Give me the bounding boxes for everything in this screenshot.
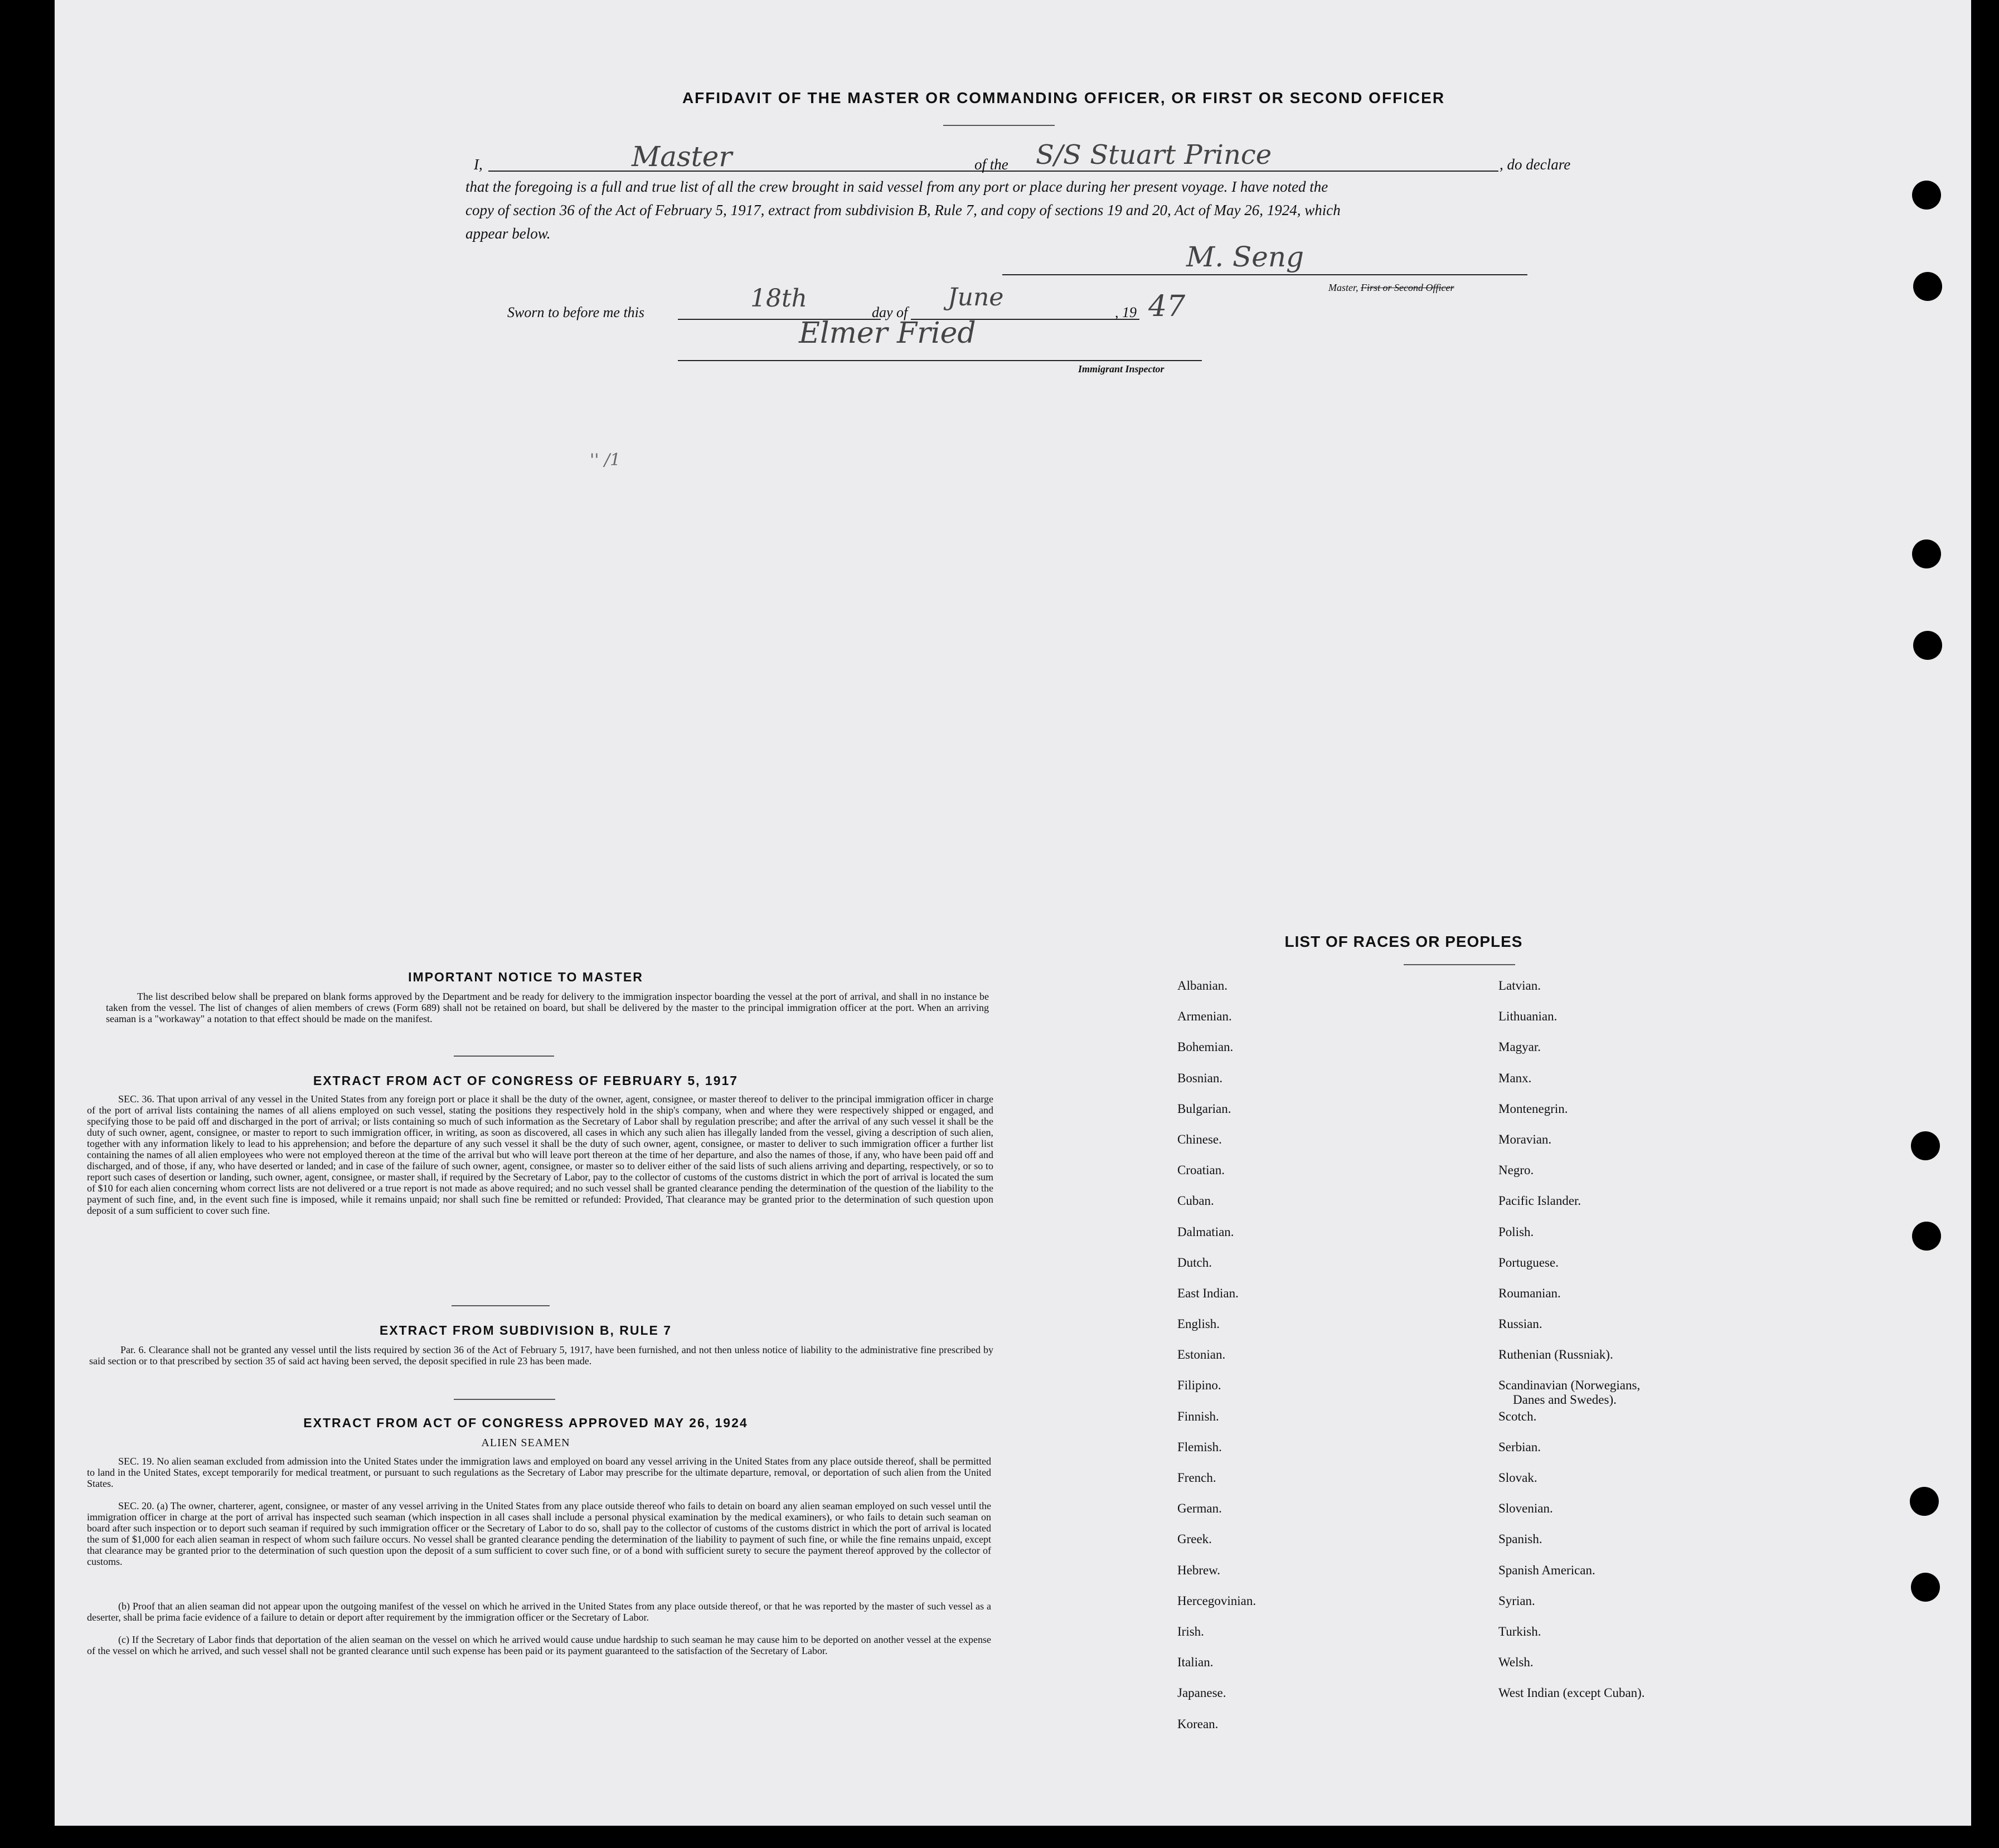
- extract-1917-divider: [452, 1305, 550, 1306]
- punch-hole: [1910, 1487, 1939, 1516]
- sec19-text: SEC. 19. No alien seaman excluded from admission into the United States under the immigration laws and employed on board any vessel arriving in the United States from any place outside thereof, shall be permitted to land in the United States, except temporarily for medical treatment, or pursuant to such regulations as the Secretary of Labor may prescribe for the ultimate departure, removal, or deportation of such alien from the United States.: [87, 1456, 991, 1489]
- race-item: Albanian.: [1177, 979, 1228, 993]
- race-item: Portuguese.: [1498, 1255, 1559, 1270]
- race-item: Welsh.: [1498, 1655, 1534, 1670]
- race-item: Finnish.: [1177, 1409, 1219, 1423]
- extract-1924-title: EXTRACT FROM ACT OF CONGRESS APPROVED MAY 26, 1924: [303, 1416, 748, 1430]
- race-item: Montenegrin.: [1498, 1101, 1568, 1116]
- affidavit-body-2: copy of section 36 of the Act of February 5, 1917, extract from subdivision B, Rule 7, and copy of sections 19 and 20, Act of May 26, 1924, which: [465, 202, 1341, 218]
- vessel-value: S/S Stuart Prince: [1036, 139, 1272, 171]
- race-item: Magyar.: [1498, 1040, 1541, 1054]
- rule7-title: EXTRACT FROM SUBDIVISION B, RULE 7: [379, 1323, 672, 1338]
- races-left-column: [1177, 979, 1256, 1748]
- punch-hole: [1912, 539, 1941, 568]
- race-item: Latvian.: [1498, 979, 1541, 993]
- inspector-signature: Elmer Fried: [799, 317, 976, 350]
- alien-seamen-subtitle: ALIEN SEAMEN: [481, 1437, 570, 1449]
- race-item: Italian.: [1177, 1655, 1214, 1670]
- rule7-text: Par. 6. Clearance shall not be granted any vessel until the lists required by section 36 of the Act of February 5, 1917, have been furnished, and not then unless notice of liability to the administrative fine prescribed by said section or to that prescribed by section 35 of said act having been served, the deposit specified in rule 23 has been made.: [89, 1344, 993, 1366]
- races-right-column: [1498, 979, 1645, 1717]
- stray-mark: '' /1: [590, 450, 621, 470]
- sworn-month: June: [948, 283, 1004, 312]
- punch-hole: [1912, 1222, 1941, 1251]
- race-item: East Indian.: [1177, 1286, 1239, 1300]
- sec20c-text: (c) If the Secretary of Labor finds that deportation of the alien seaman on the vessel on which he arrived would cause undue hardship to such seaman he may cause him to be deported on another vessel at the expense of the vessel on which he arrived, and such vessel shall not be granted clearance until such expense has been paid or its payment guaranteed to the satisfaction of the Secretary of Labor.: [87, 1634, 991, 1656]
- sec20b-text: (b) Proof that an alien seaman did not appear upon the outgoing manifest of the vessel on which he arrived in the United States from any place outside thereof, or that he was reported by the master of such vessel as a deserter, shall be prima facie evidence of a failure to detain or deport after requirement by the immigration officer or the Secretary of Labor.: [87, 1601, 991, 1623]
- race-item: Greek.: [1177, 1532, 1212, 1547]
- race-item: Scandinavian (Norwegians,: [1498, 1378, 1641, 1393]
- race-item: Armenian.: [1177, 1009, 1232, 1024]
- race-item: French.: [1177, 1471, 1216, 1485]
- races-divider: [1404, 964, 1515, 965]
- inspector-line: [678, 360, 1202, 361]
- notice-divider: [454, 1056, 554, 1057]
- race-item: Slovak.: [1498, 1471, 1537, 1485]
- sec20a-text: SEC. 20. (a) The owner, charterer, agent, consignee, or master of any vessel arriving in the United States from any place outside thereof who fails to detain on board any alien seaman employed on such vessel until the immigration officer in charge at the port of arrival has inspected such seaman (which inspection in all cases shall include a personal physical examination by the medical examiners), or who fails to detain such seaman on board after such inspection or to deport such seaman if required by such immigration officer or the Secretary of Labor to do so, shall pay to the collector of customs of the customs district in which the port of arrival is located the sum of $1,000 for each alien seaman in respect of whom such failure occurs. No vessel shall be granted clearance pending the determination of the liability to payment of such fine, or while the fine remains unpaid, except that clearance may be granted prior to the determination of such question upon the deposit of a sum sufficient to cover such fine, or of a bond with sufficient surety to secure the payment thereof approved by the collector of customs.: [87, 1500, 991, 1567]
- master-signature-line: [1002, 274, 1527, 275]
- year-suffix: 47: [1148, 290, 1186, 323]
- race-item: Serbian.: [1498, 1440, 1541, 1454]
- vessel-line: [1019, 171, 1498, 172]
- race-item: Lithuanian.: [1498, 1009, 1558, 1024]
- affidavit-body-3: appear below.: [465, 225, 551, 242]
- race-item: Syrian.: [1498, 1593, 1535, 1608]
- master-caption: [1328, 282, 1454, 294]
- race-item: Hebrew.: [1177, 1563, 1221, 1577]
- race-item: Filipino.: [1177, 1378, 1221, 1393]
- race-item: Estonian.: [1177, 1348, 1226, 1362]
- race-item: Spanish American.: [1498, 1563, 1595, 1577]
- punch-hole: [1911, 1573, 1940, 1602]
- extract-1917-title: EXTRACT FROM ACT OF CONGRESS OF FEBRUARY 5, 1917: [313, 1073, 739, 1088]
- race-item: Hercegovinian.: [1177, 1593, 1256, 1608]
- race-item: Croatian.: [1177, 1163, 1225, 1178]
- affidavit-body-1: that the foregoing is a full and true list of all the crew brought in said vessel from any port or place during her present voyage. I have noted the: [465, 178, 1328, 195]
- affidavit-title: AFFIDAVIT OF THE MASTER OR COMMANDING OFFICER, OR FIRST OR SECOND OFFICER: [682, 89, 1445, 106]
- i-line: [488, 171, 1025, 172]
- race-item: Spanish.: [1498, 1532, 1542, 1547]
- sworn-label: Sworn to before me this: [507, 304, 645, 320]
- punch-hole: [1913, 272, 1942, 301]
- punch-hole: [1913, 631, 1942, 660]
- race-item: Cuban.: [1177, 1194, 1214, 1208]
- race-item: Danes and Swedes).: [1513, 1393, 1617, 1407]
- punch-hole: [1912, 181, 1941, 210]
- document-sheet: [55, 0, 1971, 1826]
- notice-text: The list described below shall be prepared on blank forms approved by the Department and be ready for delivery to the immigration inspector boarding the vessel at the port of arrival, and shall in no instance be taken from the vessel. The list of changes of alien members of crews (Form 689) shall not be retained on board, but shall be delivered by the master to the principal immigration officer at the port. When an arriving seaman is a "workaway" a notation to that effect should be made on the manifest.: [106, 991, 989, 1024]
- race-item: Irish.: [1177, 1624, 1204, 1638]
- race-item: Turkish.: [1498, 1624, 1541, 1638]
- race-item: Bosnian.: [1177, 1071, 1223, 1085]
- race-item: West Indian (except Cuban).: [1498, 1686, 1645, 1700]
- master-caption-struck: First or Second Officer: [1361, 282, 1454, 293]
- race-item: Moravian.: [1498, 1132, 1552, 1146]
- race-item: Roumanian.: [1498, 1286, 1561, 1300]
- race-item: Chinese.: [1177, 1132, 1222, 1146]
- day-of-label: day of: [872, 304, 908, 320]
- sworn-day: 18th: [750, 284, 808, 313]
- race-item: Scotch.: [1498, 1409, 1537, 1423]
- race-item: German.: [1177, 1501, 1222, 1516]
- i-value: Master: [632, 140, 732, 173]
- race-item: Manx.: [1498, 1071, 1532, 1085]
- race-item: Pacific Islander.: [1498, 1194, 1581, 1208]
- of-the-label: of the: [974, 156, 1008, 173]
- race-item: Slovenian.: [1498, 1501, 1553, 1516]
- do-declare-label: , do declare: [1500, 156, 1571, 173]
- race-item: Flemish.: [1177, 1440, 1222, 1454]
- year-prefix: , 19: [1115, 304, 1137, 320]
- race-item: Negro.: [1498, 1163, 1534, 1178]
- extract-1917-text: SEC. 36. That upon arrival of any vessel in the United States from any foreign port or place it shall be the duty of the owner, agent, consignee, or master thereof to deliver to the principal immigration officer in charge of the port of arrival lists containing the names of all aliens employed on such vessel, stating the positions they respectively hold in the ship's company, when and where they were respectively shipped or engaged, and specifying those to be paid off and discharged in the port of arrival; or lists containing so much of such information as the Secretary of Labor shall by regulation prescribe; and after the arrival of any such vessel it shall be the duty of such owner, agent, consignee, or master to report to such immigration officer, in writing, as soon as discovered, all cases in which any such alien has illegally landed from the vessel, giving a description of such alien, together with any information likely to lead to his apprehension; and before the departure of any such vessel it shall be the duty of such owner, agent, consignee, or master to deliver to such immigration officer a further list containing the names of all alien employees who were not employed thereon at the time of the arrival but who will leave port thereon at the time of her departure, and also the names of those, if any, who have been paid off and discharged, and of those, if any, who have deserted or landed; and in case of the failure of such owner, agent, consignee, or master so to deliver either of the said lists of such aliens arriving and departing, respectively, or so to report such cases of desertion or landing, such owner, agent, consignee, or master shall, if required by the Secretary of Labor, pay to the collector of customs of the customs district in which the port of arrival is located the sum of $10 for each alien concerning whom correct lists are not delivered or a true report is not made as above required; and no such vessel shall be granted clearance pending the determination of the question of the liability to the payment of such fine, and, in the event such fine is imposed, while it remains unpaid; nor shall such fine be remitted or refunded: Provided, That clearance may be granted prior to the determination of such question upon deposit of a sum sufficient to cover such fine.: [87, 1093, 993, 1216]
- race-item: Bulgarian.: [1177, 1101, 1231, 1116]
- race-item: Dalmatian.: [1177, 1224, 1234, 1239]
- races-title: LIST OF RACES OR PEOPLES: [1284, 933, 1523, 950]
- title-divider: [943, 125, 1055, 126]
- race-item: Bohemian.: [1177, 1040, 1234, 1054]
- race-item: Dutch.: [1177, 1255, 1212, 1270]
- race-item: Japanese.: [1177, 1686, 1226, 1700]
- race-item: Russian.: [1498, 1317, 1542, 1331]
- rule7-divider: [454, 1399, 555, 1400]
- notice-title: IMPORTANT NOTICE TO MASTER: [408, 970, 643, 984]
- master-caption-text: Master,: [1328, 282, 1361, 293]
- race-item: English.: [1177, 1317, 1220, 1331]
- i-label: I,: [474, 156, 483, 173]
- race-item: Korean.: [1177, 1716, 1219, 1731]
- race-item: Polish.: [1498, 1224, 1534, 1239]
- master-signature: M. Seng: [1186, 241, 1304, 273]
- punch-hole: [1911, 1131, 1940, 1160]
- race-item: Ruthenian (Russniak).: [1498, 1348, 1613, 1362]
- inspector-caption: Immigrant Inspector: [1078, 363, 1165, 375]
